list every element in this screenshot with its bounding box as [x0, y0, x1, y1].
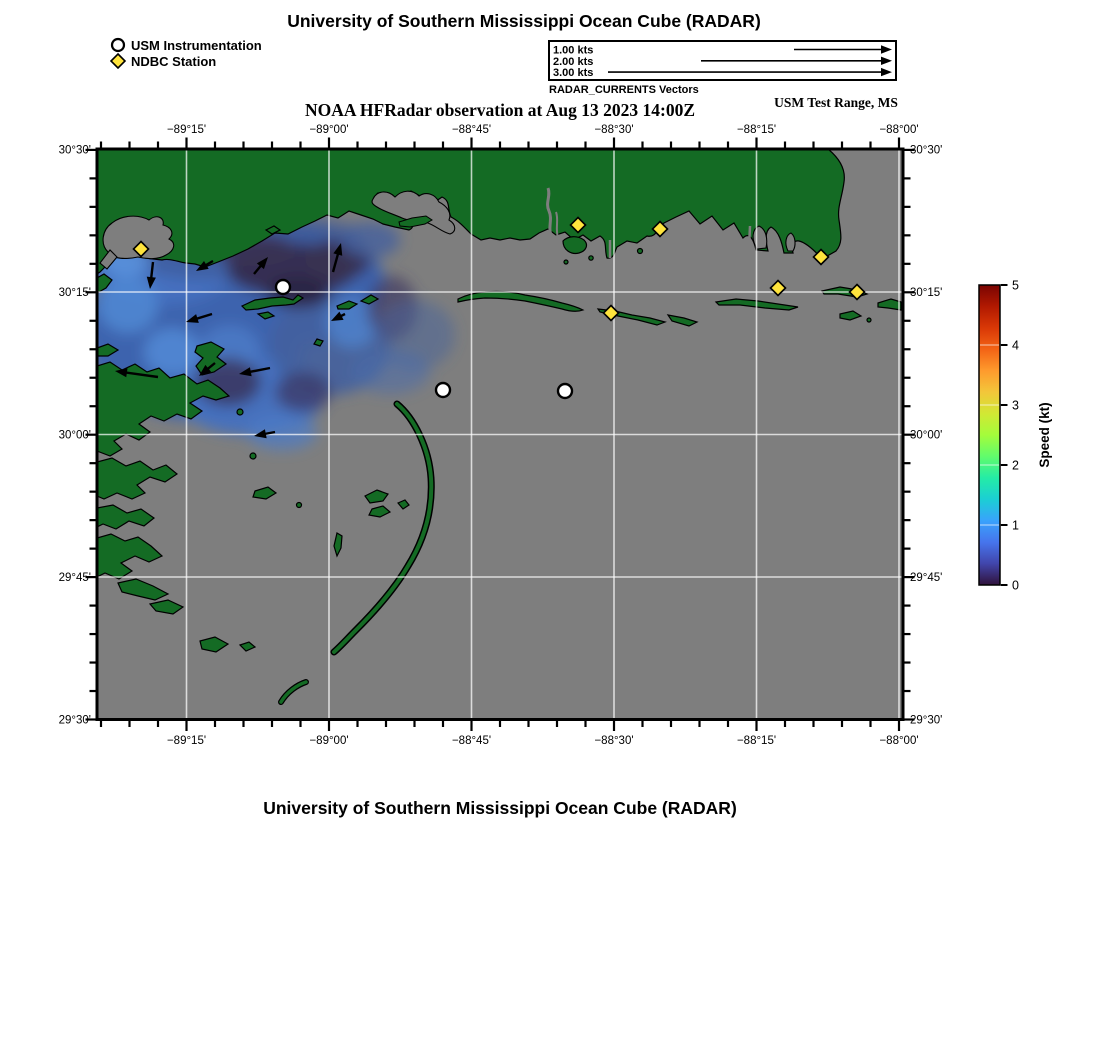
colorbar-tick-label: 2: [1012, 458, 1019, 473]
x-axis-label-top: −88°30': [594, 124, 634, 136]
y-axis-label-right: 30°00': [910, 429, 943, 442]
footer-title: University of Southern Mississippi Ocean Cube (RADAR): [263, 798, 737, 818]
x-axis-label-bottom: −88°30': [594, 735, 634, 747]
x-axis-label-top: −89°15': [166, 124, 207, 136]
y-axis-label-right: 30°15': [910, 287, 943, 299]
legend-label-usm: USM Instrumentation: [131, 37, 262, 53]
x-axis-label-bottom: −88°15': [736, 735, 777, 747]
colorbar-tick-label: 1: [1012, 518, 1019, 533]
x-axis-label-bottom: −89°00': [309, 735, 349, 747]
y-axis-label-left: 30°15': [58, 287, 91, 299]
usm-instrumentation-marker: [276, 280, 290, 294]
y-axis-label-left: 29°30': [58, 714, 91, 727]
colorbar-title: Speed (kt): [1037, 402, 1052, 468]
colorbar-gradient-bar: [979, 285, 1000, 585]
x-axis-label-top: −89°00': [309, 124, 349, 136]
legend-label-ndbc: NDBC Station: [131, 53, 217, 69]
vector-scale-label: 3.00 kts: [553, 67, 594, 79]
test-range-label: USM Test Range, MS: [774, 95, 898, 110]
observation-subtitle: NOAA HFRadar observation at Aug 13 2023 14:00Z: [304, 100, 696, 120]
x-axis-label-top: −88°45': [451, 124, 492, 136]
vector-scale-label: 2.00 kts: [553, 55, 594, 68]
colorbar-tick-label: 3: [1012, 398, 1019, 413]
vector-scale-label: 1.00 kts: [553, 44, 594, 57]
y-axis-label-right: 30°30': [910, 144, 943, 157]
x-axis-label-bottom: −89°15': [166, 735, 207, 747]
x-axis-label-bottom: −88°45': [451, 735, 492, 747]
page-title: University of Southern Mississippi Ocean Cube (RADAR): [287, 11, 761, 31]
y-axis-label-right: 29°30': [910, 714, 943, 727]
colorbar: [979, 279, 1052, 593]
x-axis-label-top: −88°15': [736, 124, 777, 136]
y-axis-label-left: 30°00': [58, 429, 91, 442]
colorbar-tick-label: 5: [1012, 278, 1019, 293]
colorbar-tick-label: 0: [1012, 578, 1019, 593]
vector-scale-caption: RADAR_CURRENTS Vectors: [549, 84, 699, 96]
y-axis-label-left: 30°30': [58, 144, 91, 157]
colorbar-tick-label: 4: [1012, 338, 1019, 353]
y-axis-label-left: 29°45': [58, 572, 91, 584]
x-axis-label-bottom: −88°00': [879, 735, 919, 747]
x-axis-label-top: −88°00': [879, 124, 919, 136]
usm-instrumentation-marker: [436, 383, 450, 397]
usm-instrumentation-marker: [558, 384, 572, 398]
y-axis-label-right: 29°45': [910, 572, 943, 584]
